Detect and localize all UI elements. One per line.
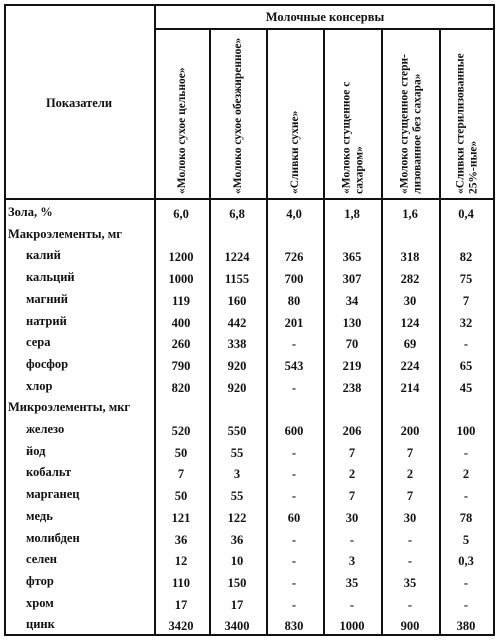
value-cell: 6,8 (229, 207, 245, 221)
row-label: сера (26, 335, 51, 350)
row-label: калий (26, 248, 61, 263)
value-cell: 200 (400, 424, 420, 438)
value-cell: - (291, 554, 297, 569)
value-cell: 17 (174, 597, 188, 612)
column-header-cell (324, 30, 381, 198)
value-cell: 17 (230, 597, 244, 612)
value-cell: 206 (342, 424, 362, 438)
value-cell: 3 (233, 467, 241, 482)
value-cell: 1,6 (402, 207, 418, 221)
value-cell: 80 (287, 293, 301, 308)
value-cell: 50 (174, 489, 188, 504)
value-cell: 36 (230, 532, 244, 547)
value-cell: 338 (227, 337, 247, 352)
value-cell: 55 (230, 445, 244, 460)
value-cell: 318 (400, 250, 420, 265)
value-cell: 6,0 (173, 207, 189, 221)
value-cell: - (463, 597, 469, 612)
value-cell: 2 (462, 467, 470, 482)
column-header-label: «Сливки стерилизованные 25%-ные» (454, 53, 479, 194)
value-cell: 150 (227, 575, 247, 590)
column-header-label: «Молоко сгущенное с сахаром» (340, 81, 365, 194)
value-cell: 3420 (168, 619, 194, 634)
value-cell: 34 (345, 293, 359, 308)
value-cell: 60 (287, 510, 301, 525)
value-cell: 82 (459, 250, 473, 265)
value-cell: 224 (400, 358, 420, 373)
value-cell: 5 (462, 532, 470, 547)
table-row (4, 244, 494, 267)
value-cell: - (291, 532, 297, 547)
value-cell: - (463, 337, 469, 352)
nutrient-table (4, 4, 494, 636)
value-cell: 214 (400, 380, 420, 395)
value-cell: 260 (171, 337, 191, 352)
section-label: Микроэлементы, мкг (8, 400, 131, 415)
value-cell: 543 (284, 358, 304, 373)
value-cell: 130 (342, 315, 362, 330)
value-cell: 1,8 (344, 207, 360, 221)
value-cell: 119 (171, 293, 191, 308)
value-cell: 7 (406, 445, 414, 460)
value-cell: 121 (171, 510, 191, 525)
value-cell: - (407, 597, 413, 612)
value-cell: 45 (459, 380, 473, 395)
value-cell: 282 (400, 272, 420, 287)
value-cell: 920 (227, 358, 247, 373)
value-cell: 7 (177, 467, 185, 482)
value-cell: 3400 (224, 619, 250, 634)
value-cell: - (291, 337, 297, 352)
row-label: магний (26, 291, 68, 306)
row-label: кальций (26, 270, 75, 285)
table-row (4, 527, 494, 550)
value-cell: 307 (342, 272, 362, 287)
table-top-border (4, 4, 494, 6)
value-cell: 219 (342, 358, 362, 373)
value-cell: - (463, 445, 469, 460)
value-cell: 55 (230, 489, 244, 504)
row-label: фтор (26, 573, 54, 588)
value-cell: 380 (456, 619, 476, 634)
value-cell: 69 (403, 337, 417, 352)
section-label: Макроэлементы, мг (8, 226, 122, 241)
row-label: кобальт (26, 465, 72, 480)
value-cell: 900 (400, 619, 420, 634)
value-cell: 201 (284, 315, 304, 330)
value-cell: - (407, 532, 413, 547)
table-row (4, 461, 494, 484)
table-row (4, 505, 494, 528)
value-cell: 7 (348, 445, 356, 460)
row-label: хром (26, 595, 54, 610)
value-cell: 550 (227, 424, 247, 438)
value-cell: 2 (406, 467, 414, 482)
value-cell: 32 (459, 315, 473, 330)
row-label: медь (26, 508, 53, 523)
column-header-cell (382, 30, 439, 198)
value-cell: 65 (459, 358, 473, 373)
table-row (4, 592, 494, 615)
value-cell: 790 (171, 358, 191, 373)
value-cell: 50 (174, 445, 188, 460)
value-cell: 0,3 (458, 554, 474, 569)
value-cell: 726 (284, 250, 304, 265)
value-cell: - (291, 575, 297, 590)
value-cell: 830 (284, 619, 304, 634)
value-cell: 110 (171, 575, 191, 590)
value-cell: - (291, 445, 297, 460)
column-header-cell (440, 30, 493, 198)
value-cell: 1000 (339, 619, 365, 634)
value-cell: 920 (227, 380, 247, 395)
row-label: марганец (26, 487, 80, 502)
value-cell: 160 (227, 293, 247, 308)
header-bottom-border (4, 198, 494, 200)
row-label: фосфор (26, 356, 69, 371)
value-cell: 2 (348, 467, 356, 482)
value-cell: 7 (462, 293, 470, 308)
value-cell: 3 (348, 554, 356, 569)
value-cell: 30 (403, 293, 417, 308)
row-label: йод (26, 443, 46, 458)
value-cell: 1200 (168, 250, 194, 265)
row-label: цинк (26, 617, 55, 632)
value-cell: 35 (403, 575, 417, 590)
value-cell: 700 (284, 272, 304, 287)
value-cell: 124 (400, 315, 420, 330)
value-cell: 122 (227, 510, 247, 525)
column-header-label: «Молоко сгущенное стери-лизованное без сахара» (398, 54, 423, 194)
value-cell: - (291, 380, 297, 395)
value-cell: - (463, 575, 469, 590)
column-header-cell (267, 30, 323, 198)
value-cell: 1155 (224, 272, 250, 287)
row-label: хлор (26, 378, 53, 393)
value-cell: - (463, 489, 469, 504)
row-label: железо (26, 422, 65, 436)
value-cell: 35 (345, 575, 359, 590)
value-cell: 0,4 (458, 207, 474, 221)
value-cell: 30 (345, 510, 359, 525)
group-header: Молочные консервы (265, 10, 385, 24)
value-cell: 100 (456, 424, 476, 438)
column-header-label: «Сливки сухие» (288, 110, 301, 194)
value-cell: 238 (342, 380, 362, 395)
table-row (4, 418, 494, 441)
value-cell: 30 (403, 510, 417, 525)
value-cell: - (349, 597, 355, 612)
column-header-cell (210, 30, 266, 198)
column-header-label: «Молоко сухое цельное» (175, 67, 188, 194)
section-label: Зола, % (8, 205, 53, 219)
table-row (4, 331, 494, 354)
value-cell: - (407, 554, 413, 569)
value-cell: 1000 (168, 272, 194, 287)
indicators-header: Показатели (45, 96, 113, 110)
value-cell: 70 (345, 337, 359, 352)
value-cell: 600 (284, 424, 304, 438)
value-cell: - (291, 597, 297, 612)
value-cell: 365 (342, 250, 362, 265)
row-label: натрий (26, 313, 67, 328)
value-cell: 12 (174, 554, 188, 569)
value-cell: - (349, 532, 355, 547)
row-label: селен (26, 552, 58, 567)
section-row (4, 223, 494, 246)
value-cell: 820 (171, 380, 191, 395)
value-cell: 7 (406, 489, 414, 504)
column-header-label: «Молоко сухое обезжиренное» (231, 37, 244, 194)
table-row (4, 310, 494, 333)
table-row (4, 288, 494, 311)
table-row (4, 440, 494, 463)
column-header-cell (155, 30, 209, 198)
value-cell: 442 (227, 315, 247, 330)
value-cell: 400 (171, 315, 191, 330)
value-cell: 75 (459, 272, 473, 287)
value-cell: 4,0 (286, 207, 302, 221)
value-cell: 78 (459, 510, 473, 525)
table-row (4, 570, 494, 593)
table-row (4, 548, 494, 571)
table-row (4, 353, 494, 376)
value-cell: - (291, 467, 297, 482)
value-cell: - (291, 489, 297, 504)
value-cell: 1224 (224, 250, 250, 265)
table-row (4, 483, 494, 506)
section-row (4, 201, 494, 224)
section-row (4, 396, 494, 419)
row-label: молибден (26, 530, 80, 545)
value-cell: 10 (230, 554, 244, 569)
value-cell: 7 (348, 489, 356, 504)
table-row (4, 375, 494, 398)
table-row (4, 266, 494, 289)
table-row (4, 613, 494, 636)
value-cell: 520 (171, 424, 191, 438)
value-cell: 36 (174, 532, 188, 547)
